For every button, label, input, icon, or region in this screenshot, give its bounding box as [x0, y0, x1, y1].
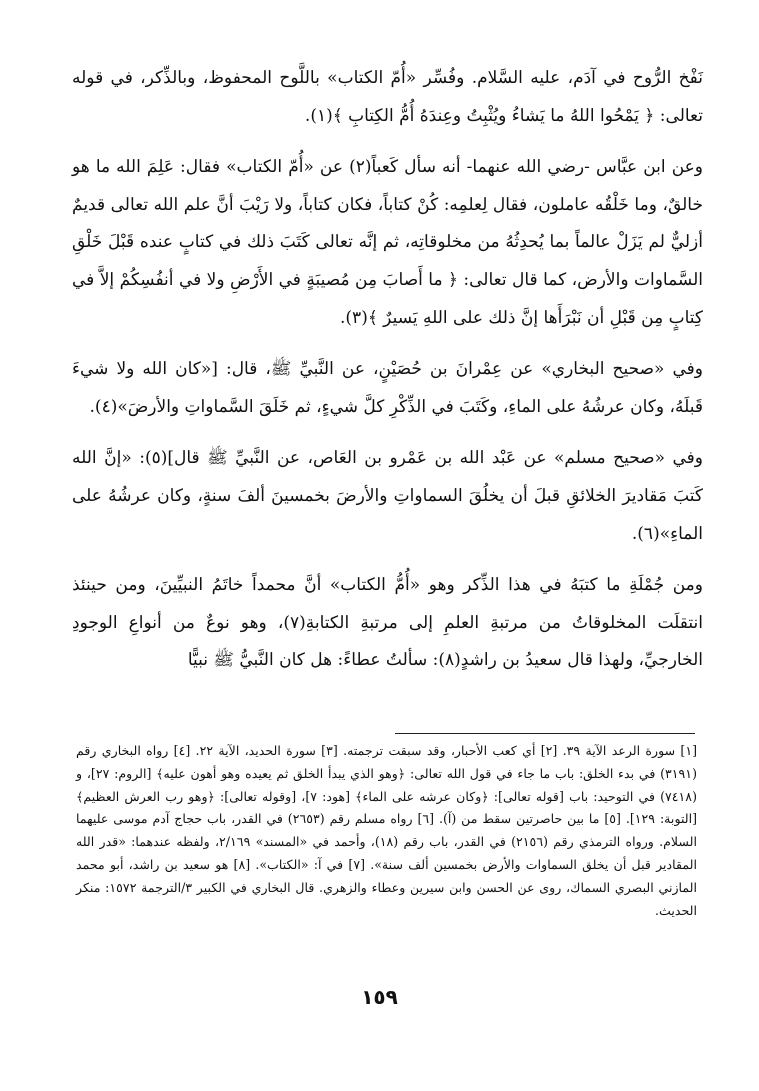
footnote-separator	[395, 733, 695, 734]
footnotes	[76, 740, 697, 922]
main-text	[72, 60, 703, 694]
paragraph-1: نَفْخ الرُّوح في آدَم، عليه السَّلام. وفُسِّر «أُمّ الكتاب» باللَّوح المحفوظ، وبالذِّكر، في قوله تعالى: ﴿ يَمْحُوا اللهُ ما يَشاءُ ويُثْبِتُ وعِندَهُ أُمُّ الكِتابِ ﴾(١).	[72, 68, 703, 126]
footnote-block: [١] سورة الرعد الآية ٣٩. [٢] أي كعب الأحبار، وقد سبقت ترجمته. [٣] سورة الحديد، الآية ٢٢. [٤] رواه البخاري رقم (٣١٩١) في بدء الخلق: باب ما جاء في قول الله تعالى: ﴿وهو الذي يبدأ الخلق ثم يعيده وهو أهون عليه﴾ [الروم: ٢٧]، و (٧٤١٨) في التوحيد: باب [قوله تعالى]: ﴿وكان عرشه على الماء﴾ [هود: ٧]، [وقوله تعالى]: ﴿وهو رب العرش العظيم﴾ [التوبة: ١٢٩]. [٥] ما بين حاصرتين سقط من (آ). [٦] رواه مسلم رقم (٢٦٥٣) في القدر، باب حجاج آدم موسى عليهما السلام. ورواه الترمذي رقم (٢١٥٦) في القدر، باب رقم (١٨)، وأحمد في «المسند» ٢/١٦٩، ولفظه عندهما: «قدر الله المقادير قبل أن يخلق السماوات والأرض بخمسين ألف سنة». [٧] في آ: «الكتاب». [٨] هو سعيد بن راشد، أبو محمد المازني البصري السماك، روى عن الحسن وابن سيرين وعطاء والزهري. قال البخاري في الكبير ٣/الترجمة ١٥٧٢: منكر الحديث.	[76, 743, 698, 918]
paragraph-3: وفي «صحيح البخاري» عن عِمْرانَ بن حُصَيْنٍ، عن النَّبيِّ ﷺ، قال: [«كان الله ولا شيءَ قَبلَهُ، وكان عرشُهُ على الماءِ، وكَتَبَ في الذِّكْرِ كلَّ شيءٍ، ثم خَلَقَ السَّماواتِ والأرضَ»(٤).	[72, 359, 703, 417]
page-number: ١٥٩	[361, 985, 398, 1009]
paragraph-4: وفي «صحيح مسلم» عن عَبْد الله بن عَمْرو بن العَاص، عن النَّبيِّ ﷺ قال](٥): «إنَّ الله كَتبَ مَقاديرَ الخلائقِ قبلَ أن يخلُقَ السماواتِ والأرضَ بخمسينَ ألفَ سنةٍ، وكان عرشُهُ على الماءِ»(٦).	[72, 448, 704, 544]
paragraph-5: ومن جُمْلَةِ ما كتبَهُ في هذا الذِّكر وهو «أُمُّ الكتاب» أنَّ محمداً خاتَمُ النبيِّينَ، ومن حينئذ انتقلَت المخلوقاتُ من مرتبةِ العلمِ إلى مرتبةِ الكتابةِ(٧)، وهو نوعٌ من أنواعِ الوجودِ الخارجيِّ، ولهذا قال سعيدُ بن راشدٍ(٨): سألتُ عطاءً: هل كان النَّبيُّ ﷺ نبيًّا	[72, 575, 703, 671]
paragraph-2: وعن ابن عبَّاس -رضي الله عنهما- أنه سأل كَعباً(٢) عن «أُمّ الكتاب» فقال: عَلِمَ الله ما هو خالقٌ، وما خَلْقُه عاملون، فقال لِعلمِه: كُنْ كتاباً، فكان كتاباً، ولا رَيْبَ أنَّ علم الله تعالى قديمٌ أزليٌّ لم يَزَلْ عالماً بما يُحدِثُهُ من مخلوقاتِه، ثم إنَّه تعالى كَتَبَ ذلك في كتابٍ عنده قَبْلَ خَلْقِ السَّماوات والأرض، كما قال تعالى: ﴿ ما أَصابَ مِن مُصيبَةٍ في الأَرْضِ ولا في أنفُسِكُمْ إلاَّ في كِتابٍ مِن قَبْلِ أن نَبْرَأَها إنَّ ذلك على اللهِ يَسيرٌ ﴾(٣).	[72, 157, 703, 328]
